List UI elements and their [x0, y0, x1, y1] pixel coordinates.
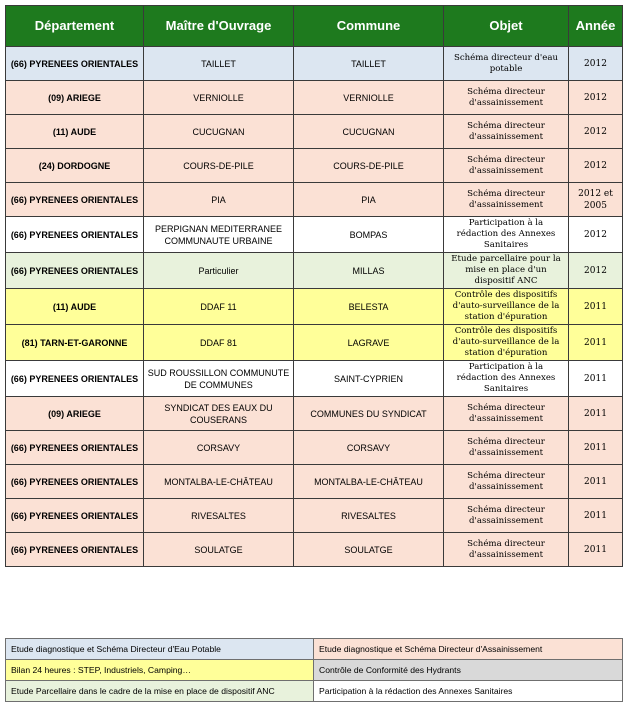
cell-departement: (66) PYRENEES ORIENTALES: [6, 217, 144, 253]
table-row: [6, 533, 623, 567]
table-header-row: [6, 6, 623, 47]
cell-departement: (81) TARN-ET-GARONNE: [6, 325, 144, 361]
table-row: [6, 253, 623, 289]
cell-maitre-ouvrage: MONTALBA-LE-CHÂTEAU: [144, 465, 294, 499]
cell-maitre-ouvrage: VERNIOLLE: [144, 81, 294, 115]
header-maitre-ouvrage: Maître d'Ouvrage: [144, 6, 294, 47]
cell-annee: 2012: [569, 253, 623, 289]
cell-commune: VERNIOLLE: [294, 81, 444, 115]
cell-annee: 2012 et 2005: [569, 183, 623, 217]
cell-maitre-ouvrage: SOULATGE: [144, 533, 294, 567]
cell-objet: Schéma directeur d'assainissement: [444, 183, 569, 217]
cell-objet: Schéma directeur d'assainissement: [444, 397, 569, 431]
table-row: [6, 289, 623, 325]
cell-commune: LAGRAVE: [294, 325, 444, 361]
cell-annee: 2011: [569, 465, 623, 499]
legend-table: [5, 638, 623, 702]
cell-objet: Schéma directeur d'assainissement: [444, 115, 569, 149]
cell-commune: TAILLET: [294, 47, 444, 81]
table-row: [6, 361, 623, 397]
header-departement: Département: [6, 6, 144, 47]
legend-item-hydrants: Contrôle de Conformité des Hydrants: [314, 660, 623, 681]
cell-departement: (09) ARIEGE: [6, 397, 144, 431]
cell-objet: Schéma directeur d'assainissement: [444, 149, 569, 183]
cell-objet: Etude parcellaire pour la mise en place d'un dispositif ANC: [444, 253, 569, 289]
cell-departement: (24) DORDOGNE: [6, 149, 144, 183]
legend-item-assainissement: Etude diagnostique et Schéma Directeur d'Assainissement: [314, 639, 623, 660]
cell-maitre-ouvrage: CUCUGNAN: [144, 115, 294, 149]
legend-row: [6, 639, 623, 660]
cell-annee: 2011: [569, 499, 623, 533]
cell-commune: COURS-DE-PILE: [294, 149, 444, 183]
cell-maitre-ouvrage: SYNDICAT DES EAUX DU COUSERANS: [144, 397, 294, 431]
cell-commune: SAINT-CYPRIEN: [294, 361, 444, 397]
cell-departement: (66) PYRENEES ORIENTALES: [6, 253, 144, 289]
cell-commune: PIA: [294, 183, 444, 217]
cell-objet: Participation à la rédaction des Annexes Sanitaires: [444, 361, 569, 397]
legend-item-bilan-24h: Bilan 24 heures : STEP, Industriels, Camping…: [6, 660, 314, 681]
cell-annee: 2012: [569, 217, 623, 253]
cell-departement: (66) PYRENEES ORIENTALES: [6, 465, 144, 499]
cell-objet: Schéma directeur d'assainissement: [444, 81, 569, 115]
legend-item-parcellaire: Etude Parcellaire dans le cadre de la mise en place de dispositif ANC: [6, 681, 314, 702]
table-row: [6, 149, 623, 183]
legend-item-annexes-sanitaires: Participation à la rédaction des Annexes Sanitaires: [314, 681, 623, 702]
cell-objet: Schéma directeur d'assainissement: [444, 465, 569, 499]
cell-departement: (66) PYRENEES ORIENTALES: [6, 431, 144, 465]
legend-row: [6, 681, 623, 702]
cell-annee: 2011: [569, 533, 623, 567]
cell-objet: Schéma directeur d'assainissement: [444, 431, 569, 465]
cell-departement: (66) PYRENEES ORIENTALES: [6, 183, 144, 217]
cell-objet: Participation à la rédaction des Annexes Sanitaires: [444, 217, 569, 253]
cell-departement: (66) PYRENEES ORIENTALES: [6, 499, 144, 533]
cell-maitre-ouvrage: RIVESALTES: [144, 499, 294, 533]
cell-departement: (66) PYRENEES ORIENTALES: [6, 47, 144, 81]
legend-body: [6, 639, 623, 702]
cell-commune: CORSAVY: [294, 431, 444, 465]
cell-commune: SOULATGE: [294, 533, 444, 567]
table-row: [6, 115, 623, 149]
references-table: [5, 5, 623, 567]
cell-commune: CUCUGNAN: [294, 115, 444, 149]
cell-objet: Contrôle des dispositifs d'auto-surveillance de la station d'épuration: [444, 289, 569, 325]
cell-departement: (66) PYRENEES ORIENTALES: [6, 361, 144, 397]
table-row: [6, 431, 623, 465]
cell-annee: 2012: [569, 149, 623, 183]
cell-maitre-ouvrage: PIA: [144, 183, 294, 217]
cell-maitre-ouvrage: COURS-DE-PILE: [144, 149, 294, 183]
cell-annee: 2011: [569, 361, 623, 397]
cell-maitre-ouvrage: SUD ROUSSILLON COMMUNUTE DE COMMUNES: [144, 361, 294, 397]
cell-maitre-ouvrage: DDAF 11: [144, 289, 294, 325]
cell-annee: 2011: [569, 431, 623, 465]
header-objet: Objet: [444, 6, 569, 47]
table-row: [6, 499, 623, 533]
cell-maitre-ouvrage: DDAF 81: [144, 325, 294, 361]
cell-objet: Schéma directeur d'eau potable: [444, 47, 569, 81]
cell-annee: 2011: [569, 397, 623, 431]
cell-objet: Contrôle des dispositifs d'auto-surveillance de la station d'épuration: [444, 325, 569, 361]
cell-departement: (09) ARIEGE: [6, 81, 144, 115]
header-commune: Commune: [294, 6, 444, 47]
table-row: [6, 397, 623, 431]
cell-maitre-ouvrage: CORSAVY: [144, 431, 294, 465]
table-row: [6, 81, 623, 115]
table-row: [6, 325, 623, 361]
cell-commune: COMMUNES DU SYNDICAT: [294, 397, 444, 431]
cell-annee: 2012: [569, 81, 623, 115]
cell-commune: BELESTA: [294, 289, 444, 325]
cell-maitre-ouvrage: PERPIGNAN MEDITERRANEE COMMUNAUTE URBAINE: [144, 217, 294, 253]
cell-objet: Schéma directeur d'assainissement: [444, 533, 569, 567]
header-annee: Année: [569, 6, 623, 47]
cell-maitre-ouvrage: TAILLET: [144, 47, 294, 81]
cell-departement: (11) AUDE: [6, 115, 144, 149]
cell-departement: (11) AUDE: [6, 289, 144, 325]
table-row: [6, 465, 623, 499]
cell-commune: MONTALBA-LE-CHÂTEAU: [294, 465, 444, 499]
cell-annee: 2012: [569, 115, 623, 149]
cell-maitre-ouvrage: Particulier: [144, 253, 294, 289]
table-row: [6, 47, 623, 81]
table-row: [6, 183, 623, 217]
table-row: [6, 217, 623, 253]
cell-commune: RIVESALTES: [294, 499, 444, 533]
cell-objet: Schéma directeur d'assainissement: [444, 499, 569, 533]
cell-commune: BOMPAS: [294, 217, 444, 253]
legend-item-eau-potable: Etude diagnostique et Schéma Directeur d'Eau Potable: [6, 639, 314, 660]
cell-annee: 2011: [569, 289, 623, 325]
cell-departement: (66) PYRENEES ORIENTALES: [6, 533, 144, 567]
cell-annee: 2012: [569, 47, 623, 81]
table-body: [6, 47, 623, 567]
legend-row: [6, 660, 623, 681]
cell-annee: 2011: [569, 325, 623, 361]
cell-commune: MILLAS: [294, 253, 444, 289]
